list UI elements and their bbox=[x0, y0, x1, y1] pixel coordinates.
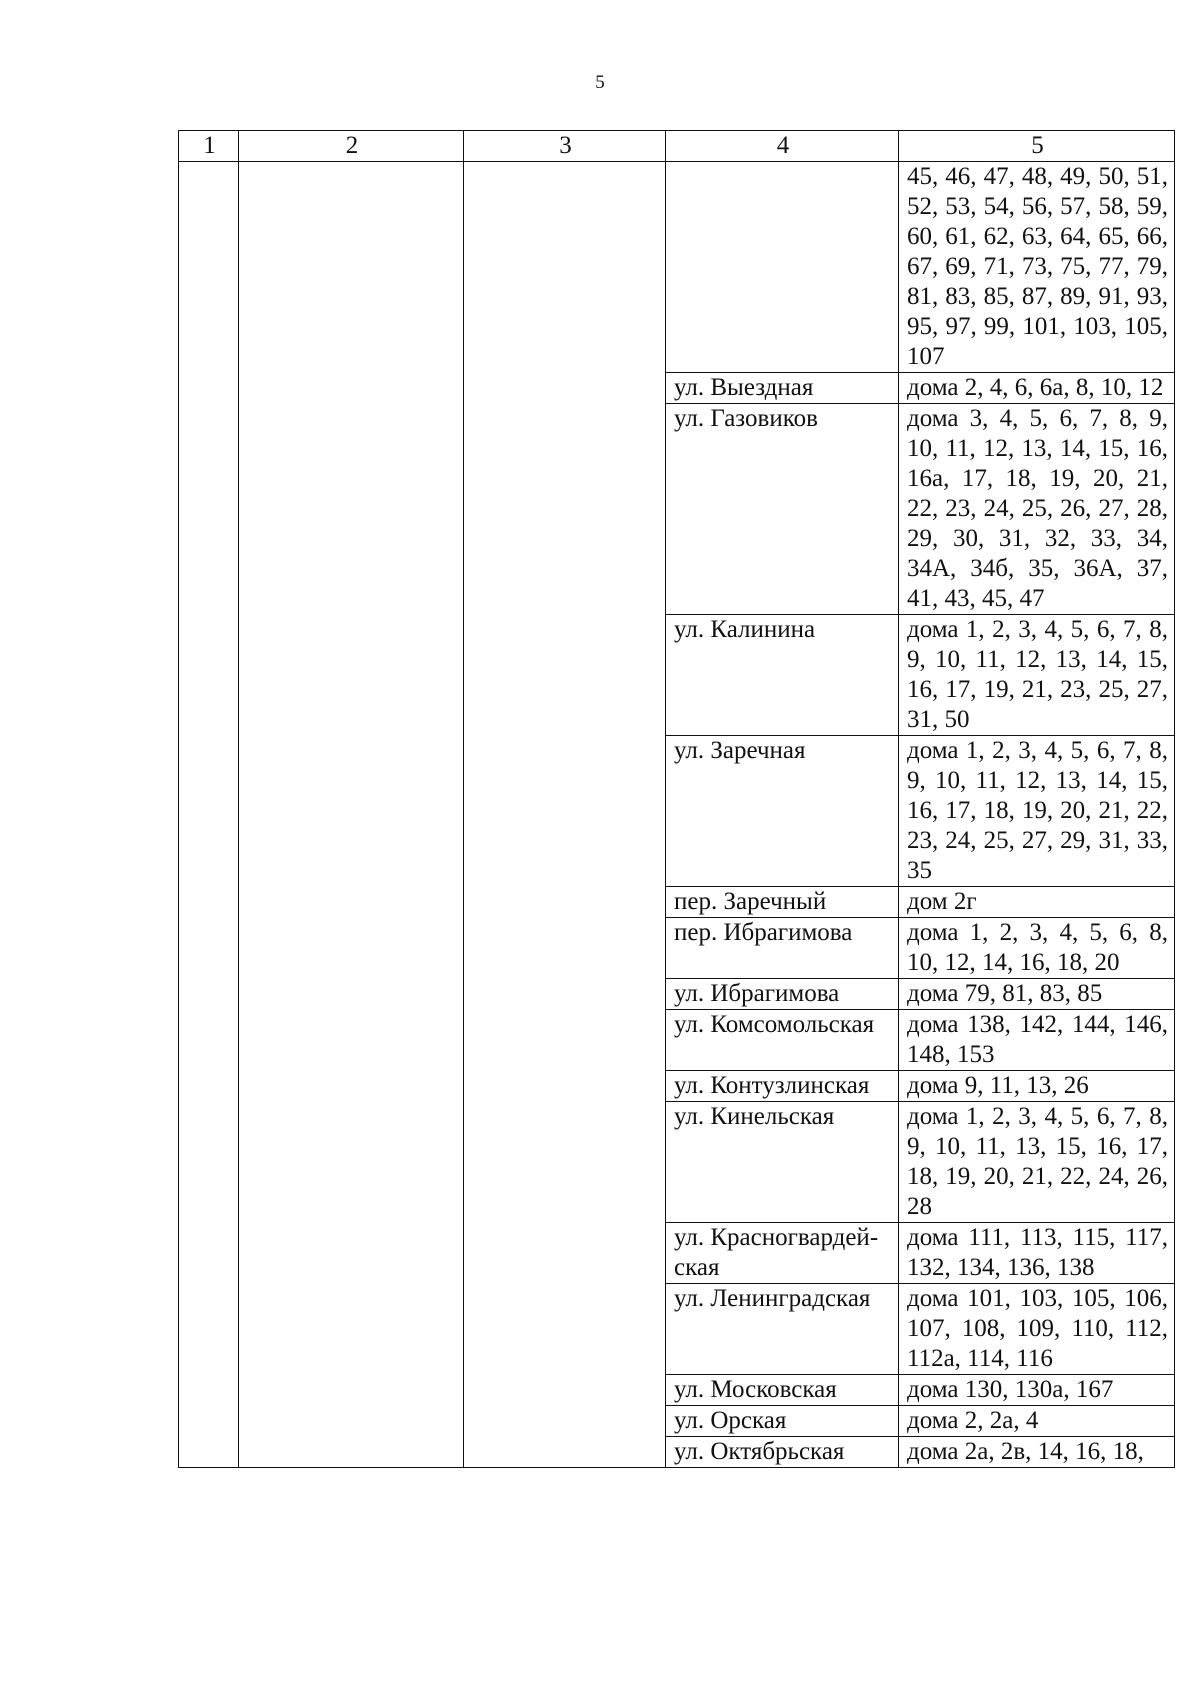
houses-cell: 45, 46, 47, 48, 49, 50, 51, 52, 53, 54, 56, 57, 58, 59, 60, 61, 62, 63, 64, 65, 66, 67, 69, 71, 73, 75, 77, 79, 81, 83, 85, 87, 89, 91, 93, 95, 97, 99, 101, 103, 105, 107 bbox=[899, 162, 1175, 373]
street-cell: ул. Заречная bbox=[666, 736, 899, 887]
header-col-5: 5 bbox=[899, 131, 1175, 162]
street-cell: ул. Ибрагимова bbox=[666, 979, 899, 1010]
header-col-2: 2 bbox=[239, 131, 464, 162]
houses-cell: дома 2а, 2в, 14, 16, 18, bbox=[899, 1437, 1175, 1468]
street-cell: пер. Заречный bbox=[666, 887, 899, 918]
street-cell: ул. Московская bbox=[666, 1375, 899, 1406]
street-cell: ул. Красногвардей-ская bbox=[666, 1223, 899, 1284]
address-table bbox=[178, 130, 1175, 1468]
table-header bbox=[179, 131, 1175, 162]
houses-cell: дома 1, 2, 3, 4, 5, 6, 8, 10, 12, 14, 16, 18, 20 bbox=[899, 918, 1175, 979]
street-cell: ул. Кинельская bbox=[666, 1102, 899, 1223]
header-col-3: 3 bbox=[464, 131, 666, 162]
col-1-cell bbox=[179, 162, 239, 1468]
table-row bbox=[179, 162, 1175, 373]
houses-cell: дома 1, 2, 3, 4, 5, 6, 7, 8, 9, 10, 11, 12, 13, 14, 15, 16, 17, 18, 19, 20, 21, 22, 23, 24, 25, 27, 29, 31, 33, 35 bbox=[899, 736, 1175, 887]
page-number: 5 bbox=[595, 72, 605, 93]
houses-cell: дома 138, 142, 144, 146, 148, 153 bbox=[899, 1010, 1175, 1071]
houses-cell: дома 3, 4, 5, 6, 7, 8, 9, 10, 11, 12, 13, 14, 15, 16, 16а, 17, 18, 19, 20, 21, 22, 23, 24, 25, 26, 27, 28, 29, 30, 31, 32, 33, 34, 34А, 34б, 35, 36А, 37, 41, 43, 45, 47 bbox=[899, 404, 1175, 615]
street-cell: пер. Ибрагимова bbox=[666, 918, 899, 979]
header-col-4: 4 bbox=[666, 131, 899, 162]
houses-cell: дом 2г bbox=[899, 887, 1175, 918]
header-col-1: 1 bbox=[179, 131, 239, 162]
table-body bbox=[179, 162, 1175, 1468]
houses-cell: дома 79, 81, 83, 85 bbox=[899, 979, 1175, 1010]
houses-cell: дома 2, 4, 6, 6а, 8, 10, 12 bbox=[899, 373, 1175, 404]
street-cell: ул. Орская bbox=[666, 1406, 899, 1437]
street-cell: ул. Газовиков bbox=[666, 404, 899, 615]
street-cell: ул. Контузлинская bbox=[666, 1071, 899, 1102]
street-cell bbox=[666, 162, 899, 373]
houses-cell: дома 130, 130а, 167 bbox=[899, 1375, 1175, 1406]
street-cell: ул. Комсомольская bbox=[666, 1010, 899, 1071]
street-cell: ул. Октябрьская bbox=[666, 1437, 899, 1468]
houses-cell: дома 1, 2, 3, 4, 5, 6, 7, 8, 9, 10, 11, 13, 15, 16, 17, 18, 19, 20, 21, 22, 24, 26, 28 bbox=[899, 1102, 1175, 1223]
col-2-cell bbox=[239, 162, 464, 1468]
houses-cell: дома 1, 2, 3, 4, 5, 6, 7, 8, 9, 10, 11, 12, 13, 14, 15, 16, 17, 19, 21, 23, 25, 27, 31, 50 bbox=[899, 615, 1175, 736]
street-cell: ул. Ленинградская bbox=[666, 1284, 899, 1375]
street-cell: ул. Выездная bbox=[666, 373, 899, 404]
houses-cell: дома 111, 113, 115, 117, 132, 134, 136, 138 bbox=[899, 1223, 1175, 1284]
houses-cell: дома 9, 11, 13, 26 bbox=[899, 1071, 1175, 1102]
houses-cell: дома 2, 2а, 4 bbox=[899, 1406, 1175, 1437]
col-3-cell bbox=[464, 162, 666, 1468]
street-cell: ул. Калинина bbox=[666, 615, 899, 736]
header-row bbox=[179, 131, 1175, 162]
houses-cell: дома 101, 103, 105, 106, 107, 108, 109, 110, 112, 112а, 114, 116 bbox=[899, 1284, 1175, 1375]
